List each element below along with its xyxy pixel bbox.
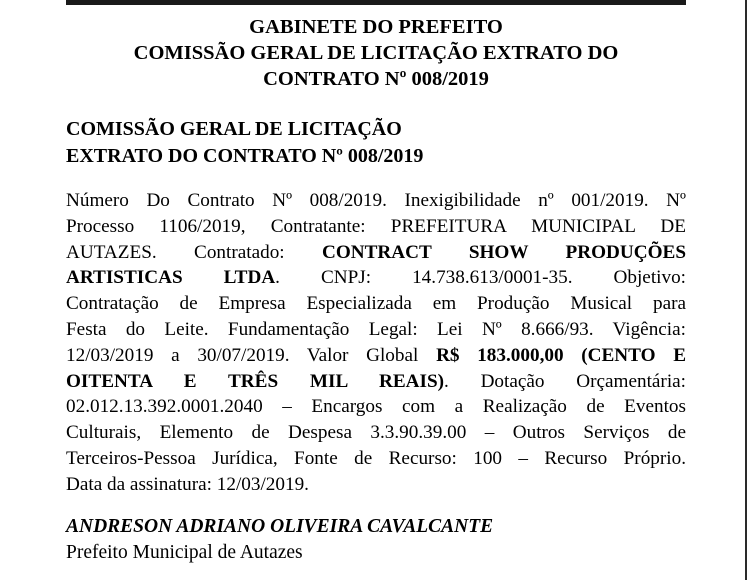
header-line-2: COMISSÃO GERAL DE LICITAÇÃO EXTRATO DO bbox=[133, 42, 619, 64]
body-line: Processo 1106/2019, Contratante: PREFEITURA MUNICIPAL DE bbox=[66, 215, 686, 237]
contract-value: R$ 183.000,00 (CENTO E bbox=[436, 344, 687, 366]
section-heading-line-1: COMISSÃO GERAL DE LICITAÇÃO bbox=[66, 118, 402, 140]
body-text-segment: . Dotação Orçamentária: bbox=[444, 370, 686, 392]
body-line: Contratação de Empresa Especializada em Produção Musical para bbox=[66, 293, 686, 315]
body-line: Data da assinatura: 12/03/2019. bbox=[66, 473, 309, 495]
body-line: Festa do Leite. Fundamentação Legal: Lei Nº 8.666/93. Vigência: bbox=[66, 318, 686, 340]
page-edge-rule bbox=[745, 0, 747, 580]
body-line bbox=[66, 240, 686, 266]
top-rule bbox=[66, 0, 686, 5]
contractor-name-cont: ARTISTICAS LTDA bbox=[66, 267, 276, 289]
body-line bbox=[66, 265, 686, 291]
section-heading bbox=[66, 116, 423, 170]
body-text-segment: AUTAZES. Contratado: bbox=[66, 241, 285, 263]
body-line: Culturais, Elemento de Despesa 3.3.90.39.00 – Outros Serviços de bbox=[66, 422, 686, 444]
signatory-name: ANDRESON ADRIANO OLIVEIRA CAVALCANTE bbox=[66, 516, 494, 537]
signatory-title: Prefeito Municipal de Autazes bbox=[66, 542, 303, 563]
body-text-segment: . CNPJ: 14.738.613/0001-35. Objetivo: bbox=[275, 267, 686, 289]
header-line-3: CONTRATO Nº 008/2019 bbox=[263, 68, 489, 90]
document-header bbox=[66, 14, 686, 92]
contract-body bbox=[66, 188, 686, 498]
body-text-segment: 12/03/2019 a 30/07/2019. Valor Global bbox=[66, 344, 419, 366]
body-line: Número Do Contrato Nº 008/2019. Inexigibilidade nº 001/2019. Nº bbox=[66, 190, 686, 211]
section-heading-line-2: EXTRATO DO CONTRATO Nº 008/2019 bbox=[66, 145, 424, 167]
body-line: 02.012.13.392.0001.2040 – Encargos com a Realização de Eventos bbox=[66, 396, 686, 418]
header-line-1: GABINETE DO PREFEITO bbox=[249, 16, 503, 38]
body-line: Terceiros-Pessoa Jurídica, Fonte de Recurso: 100 – Recurso Próprio. bbox=[66, 447, 686, 469]
signature-block bbox=[66, 514, 493, 566]
contractor-name: CONTRACT SHOW PRODUÇÕES bbox=[322, 241, 687, 263]
body-line bbox=[66, 343, 686, 369]
body-line bbox=[66, 369, 686, 395]
contract-value-cont: OITENTA E TRÊS MIL REAIS) bbox=[66, 370, 445, 392]
